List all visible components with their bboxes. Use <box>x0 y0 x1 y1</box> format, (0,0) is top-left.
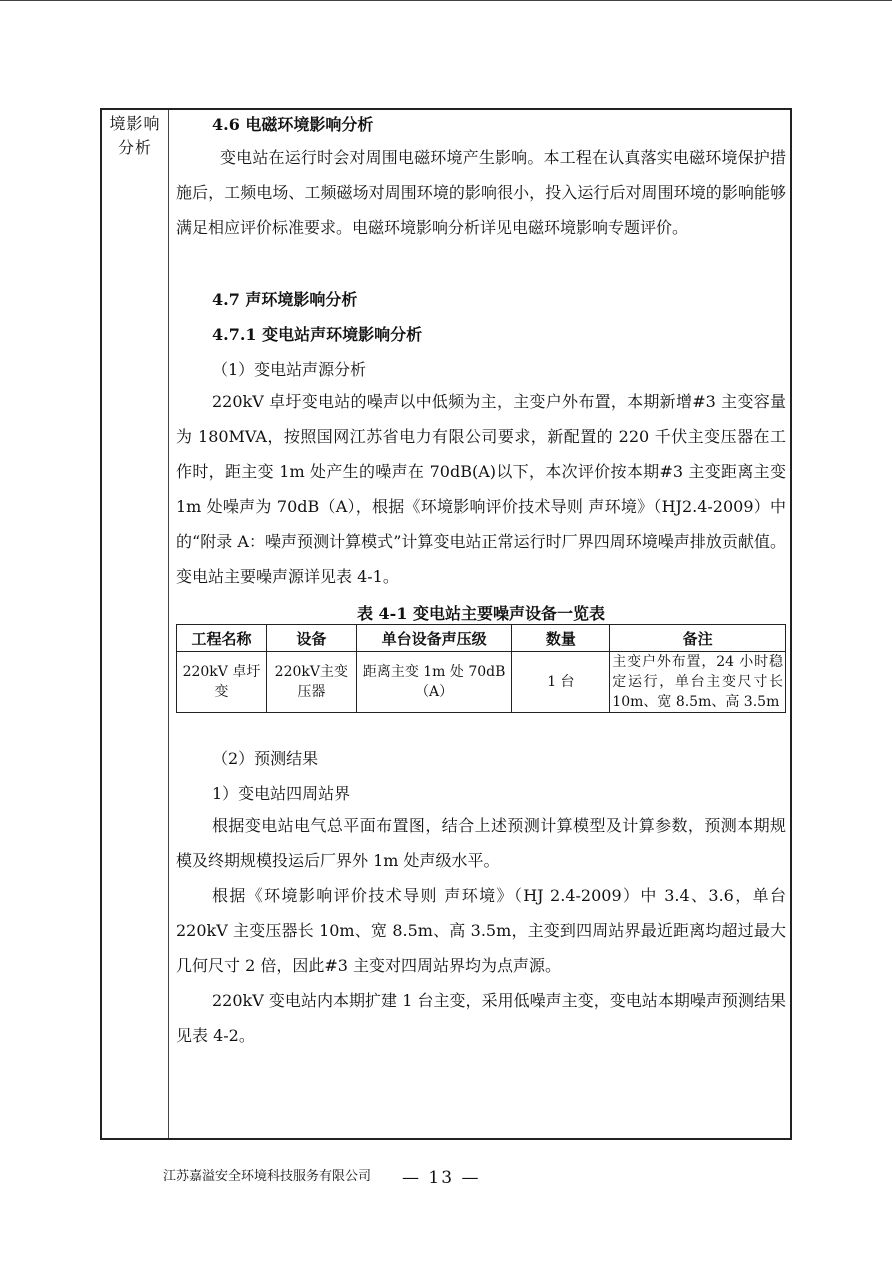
table-row <box>177 652 786 713</box>
table-header-cell: 设备 <box>266 625 356 652</box>
paragraph-electromagnetic: 变电站在运行时会对周围电磁环境产生影响。本工程在认真落实电磁环境保护措施后，工频电场、工频磁场对周围环境的影响很小，投入运行后对周围环境的影响能够满足相应评价标准要求。电磁环境影响分析详见电磁环境影响专题评价。 <box>176 148 786 237</box>
paragraph-noise-source: 220kV 卓圩变电站的噪声以中低频为主，主变户外布置，本期新增#3 主变容量为 180MVA，按照国网江苏省电力有限公司要求，新配置的 220 千伏主变压器在工作时，距主变 1m 处产生的噪声在 70dB(A)以下，本次评价按本期#3 主变距离主变 1m 处噪声为 70dB（A），根据《环境影响评价技术导则 声环境》（HJ2.4-2009）中的“附录 A：噪声预测计算模式”计算变电站正常运行时厂界四周环境噪声排放贡献值。变电站主要噪声源详见表 4-1。 <box>176 392 786 586</box>
column-divider <box>168 110 169 1138</box>
subheading-boundary: 1）变电站四周站界 <box>212 784 351 803</box>
table-header-cell: 单台设备声压级 <box>356 625 512 652</box>
footer-company: 江苏嘉溢安全环境科技服务有限公司 <box>163 1169 372 1184</box>
table-cell: 距离主变 1m 处 70dB（A） <box>356 652 512 713</box>
table-header-cell: 备注 <box>610 625 786 652</box>
paragraph-prediction-1: 根据变电站电气总平面布置图，结合上述预测计算模型及计算参数，预测本期规模及终期规模投运后厂界外 1m 处声级水平。 <box>176 816 786 870</box>
heading-4-7-1: 4.7.1 变电站声环境影响分析 <box>212 325 423 344</box>
heading-4-7: 4.7 声环境影响分析 <box>212 290 358 309</box>
table-header-cell: 工程名称 <box>177 625 267 652</box>
noise-equipment-table <box>176 624 786 713</box>
page-number: — 13 — <box>402 1168 481 1188</box>
table-cell: 220kV 卓圩变 <box>177 652 267 713</box>
paragraph-prediction-3: 220kV 变电站内本期扩建 1 台主变，采用低噪声主变，变电站本期噪声预测结果见表 4-2。 <box>176 991 786 1045</box>
left-column-label: 境影响分析 <box>109 114 161 157</box>
subheading-prediction: （2）预测结果 <box>212 749 319 768</box>
table-cell: 220kV主变压器 <box>266 652 356 713</box>
table-cell: 主变户外布置，24 小时稳定运行，单台主变尺寸长 10m、宽 8.5m、高 3.5m <box>610 652 786 713</box>
table-caption: 表 4-1 变电站主要噪声设备一览表 <box>356 604 606 623</box>
heading-4-6: 4.6 电磁环境影响分析 <box>212 115 374 134</box>
table-header-row <box>177 625 786 652</box>
table-cell: 1 台 <box>512 652 610 713</box>
subheading-noise-source: （1）变电站声源分析 <box>212 360 367 379</box>
top-border-line <box>0 0 892 1</box>
content-table-frame <box>100 108 792 1140</box>
table-header-cell: 数量 <box>512 625 610 652</box>
paragraph-prediction-2: 根据《环境影响评价技术导则 声环境》（HJ 2.4-2009）中 3.4、3.6，单台 220kV 主变压器长 10m、宽 8.5m、高 3.5m，主变到四周站界最近距离均超过最大几何尺寸 2 倍，因此#3 主变对四周站界均为点声源。 <box>176 886 786 975</box>
